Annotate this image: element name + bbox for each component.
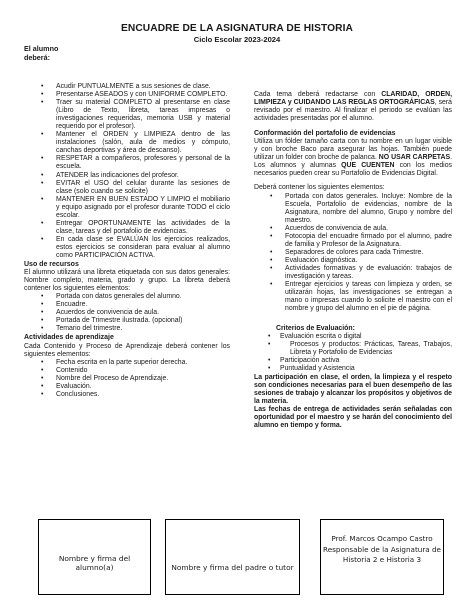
portfolio-emphasis: QUE CUENTEN [341,162,395,170]
list-item: • En cada clase se EVALÚAN los ejercicios realizados, estos ejercicios se consideran para evaluar al alumno como PARTICIPACIÓN ACTIVA. [56,236,230,260]
list-item: • Encuadre. [56,301,230,309]
guideline-text: Cada tema deberá redactarse con [254,91,382,98]
resources-list [24,293,230,333]
portfolio-heading: Conformación del portafolio de evidencias [254,130,396,138]
teacher-signature-box [320,519,444,595]
intro-line: deberá: [24,53,50,62]
left-column [24,44,230,399]
list-item: • Evaluación. [56,383,230,391]
writing-guidelines [254,91,452,123]
portfolio-contents-list [254,193,452,314]
list-item: • Evaluación diagnóstica. [285,257,452,265]
teacher-line: Historia 2 e Historia 3 [342,555,422,564]
list-item: • Participación activa [280,357,452,365]
list-item: • EVITAR el USO del celular durante las sesiones de clase (solo cuando se solicite) [56,180,230,196]
list-item: • MANTENER EN BUEN ESTADO Y LIMPIO el mobiliario y equipo asignado por el profesor durante TODO el ciclo escolar. [56,196,230,220]
list-item: • Nombre del Proceso de Aprendizaje. [56,375,230,383]
list-item: • Conclusiones. [56,391,230,399]
list-item: • Puntualidad y Asistencia [280,365,452,373]
resources-heading: Uso de recursos [24,261,79,269]
portfolio-text-part: Utiliza un fólder tamaño carta con tu nombre en un lugar visible y con broche Baco para asegurar las hojas. También puede utilizar un folder con broche de palanca. [254,138,452,162]
intro-line: El alumno [24,44,59,53]
portfolio-text-part: . Los alumnos y alumnas [254,154,452,170]
teacher-line: Prof. Marcos Ocampo Castro [331,534,433,543]
signature-label: Nombre y firma del padre o tutor [171,563,294,572]
portfolio-emphasis: NO USAR CARPETAS [378,154,451,162]
list-item: • Portada con datos generales. Incluye: Nombre de la Escuela, Portafolio de evidencias, nombre de la Asignatura, nombre del alumno, Grupo y nombre del maestro. [285,193,452,225]
guideline-emphasis: CLARIDAD, ORDEN, LIMPIEZA y CUIDANDO LAS REGLAS ORTOGRÁFICAS [254,91,452,107]
list-item: • Acuerdos de convivencia de aula. [285,225,452,233]
document-title: ENCUADRE DE LA ASIGNATURA DE HISTORIA [121,23,353,34]
list-item: • Entregar OPORTUNAMENTE las actividades de la clase, tareas y del portafolio de evidencias. [56,220,230,236]
list-item: • Acudir PUNTUALMENTE a sus sesiones de clase. [56,83,230,91]
list-item: • ATENDER las indicaciones del profesor. [56,172,230,180]
list-item: • RESPETAR a compañeros, profesores y personal de la escuela. [56,155,230,171]
student-signature-box [38,519,151,595]
list-item: • Fecha escrita en la parte superior derecha. [56,359,230,367]
contents-text: Deberá contener los siguientes elementos: [254,184,385,192]
list-item: • Entregar ejercicios y tareas con limpieza y orden, se utilizarán hojas, las investigaciones se entregan a mano o impresas cuando lo solicite el maestro con el nombre y grupo del alumno en el pie de página. [285,281,452,313]
list-item: • Temario del trimestre. [56,325,230,333]
list-item: • Acuerdos de convivencia de aula. [56,309,230,317]
right-column [254,91,452,430]
teacher-line: Responsable de la Asignatura de [323,544,441,554]
activities-text: Cada Contenido y Proceso de Aprendizaje deberá contener los siguientes elementos: [24,342,230,358]
list-item: • Actividades formativas y de evaluación: trabajos de investigación y tareas. [285,265,452,281]
portfolio-text-part: con los medios necesarios pueden crear su Portafolio de Evidencias Digital. [254,162,452,178]
list-item: • Portada con datos generales del alumno. [56,293,230,301]
parent-signature-box [165,519,300,595]
list-item: • Evaluación escrita o digital [280,333,452,341]
list-item: • Mantener el ORDEN y LIMPIEZA dentro de las instalaciones (salón, aula de medios y cómputo, canchas deportivas y área de descanso). [56,131,230,155]
list-item: • Presentarse ASEADOS y con UNIFORME COMPLETO. [56,91,230,99]
list-item: • Procesos y productos: Prácticas, Tareas, Trabajos, Libreta y Portafolio de Evidencias [280,341,452,357]
activities-list [24,359,230,399]
school-year: Ciclo Escolar 2023-2024 [193,35,281,44]
teacher-info [321,534,443,566]
list-item: • Contenido [56,367,230,375]
activities-heading: Actividades de aprendizaje [24,334,114,342]
criteria-heading: Criterios de Evaluación: [276,325,355,333]
list-item: • Portada de Trimestre ilustrada. (opcional) [56,317,230,325]
list-item: • Fotocopia del encuadre firmado por el alumno, padre de familia y Profesor de la Asignatura. [285,233,452,249]
duties-list [24,83,230,260]
list-item: • Traer su material COMPLETO al presentarse en clase (Libro de Texto, libreta, tareas impresas o investigaciones requeridas, memoria USB y material requerido por el profesor). [56,99,230,131]
signature-label: Nombre y firma del alumno(a) [58,554,131,572]
closing-statement: Las fechas de entrega de actividades serán señaladas con oportunidad por el maestro y se harán del conocimiento del alumno en tiempo y forma. [254,405,452,429]
list-item: • Separadores de colores para cada Trimestre. [285,249,452,257]
resources-text: El alumno utilizará una libreta etiquetada con sus datos generales: Nombre completo, materia, grado y grupo. La libreta deberá contener los siguientes elementos: [24,269,230,293]
portfolio-text [254,138,452,178]
student-intro [24,44,230,62]
closing-statement: La participación en clase, el orden, la limpieza y el respeto son condiciones necesarias para el buen desempeño de las sesiones de trabajo y alcanzar los propósitos y objetivos de la materia. [254,373,452,405]
guideline-text: , será revisado por el maestro. Al finalizar el periodo se evalúan las actividades presentadas por el alumno. [254,99,452,123]
criteria-list [254,333,452,373]
